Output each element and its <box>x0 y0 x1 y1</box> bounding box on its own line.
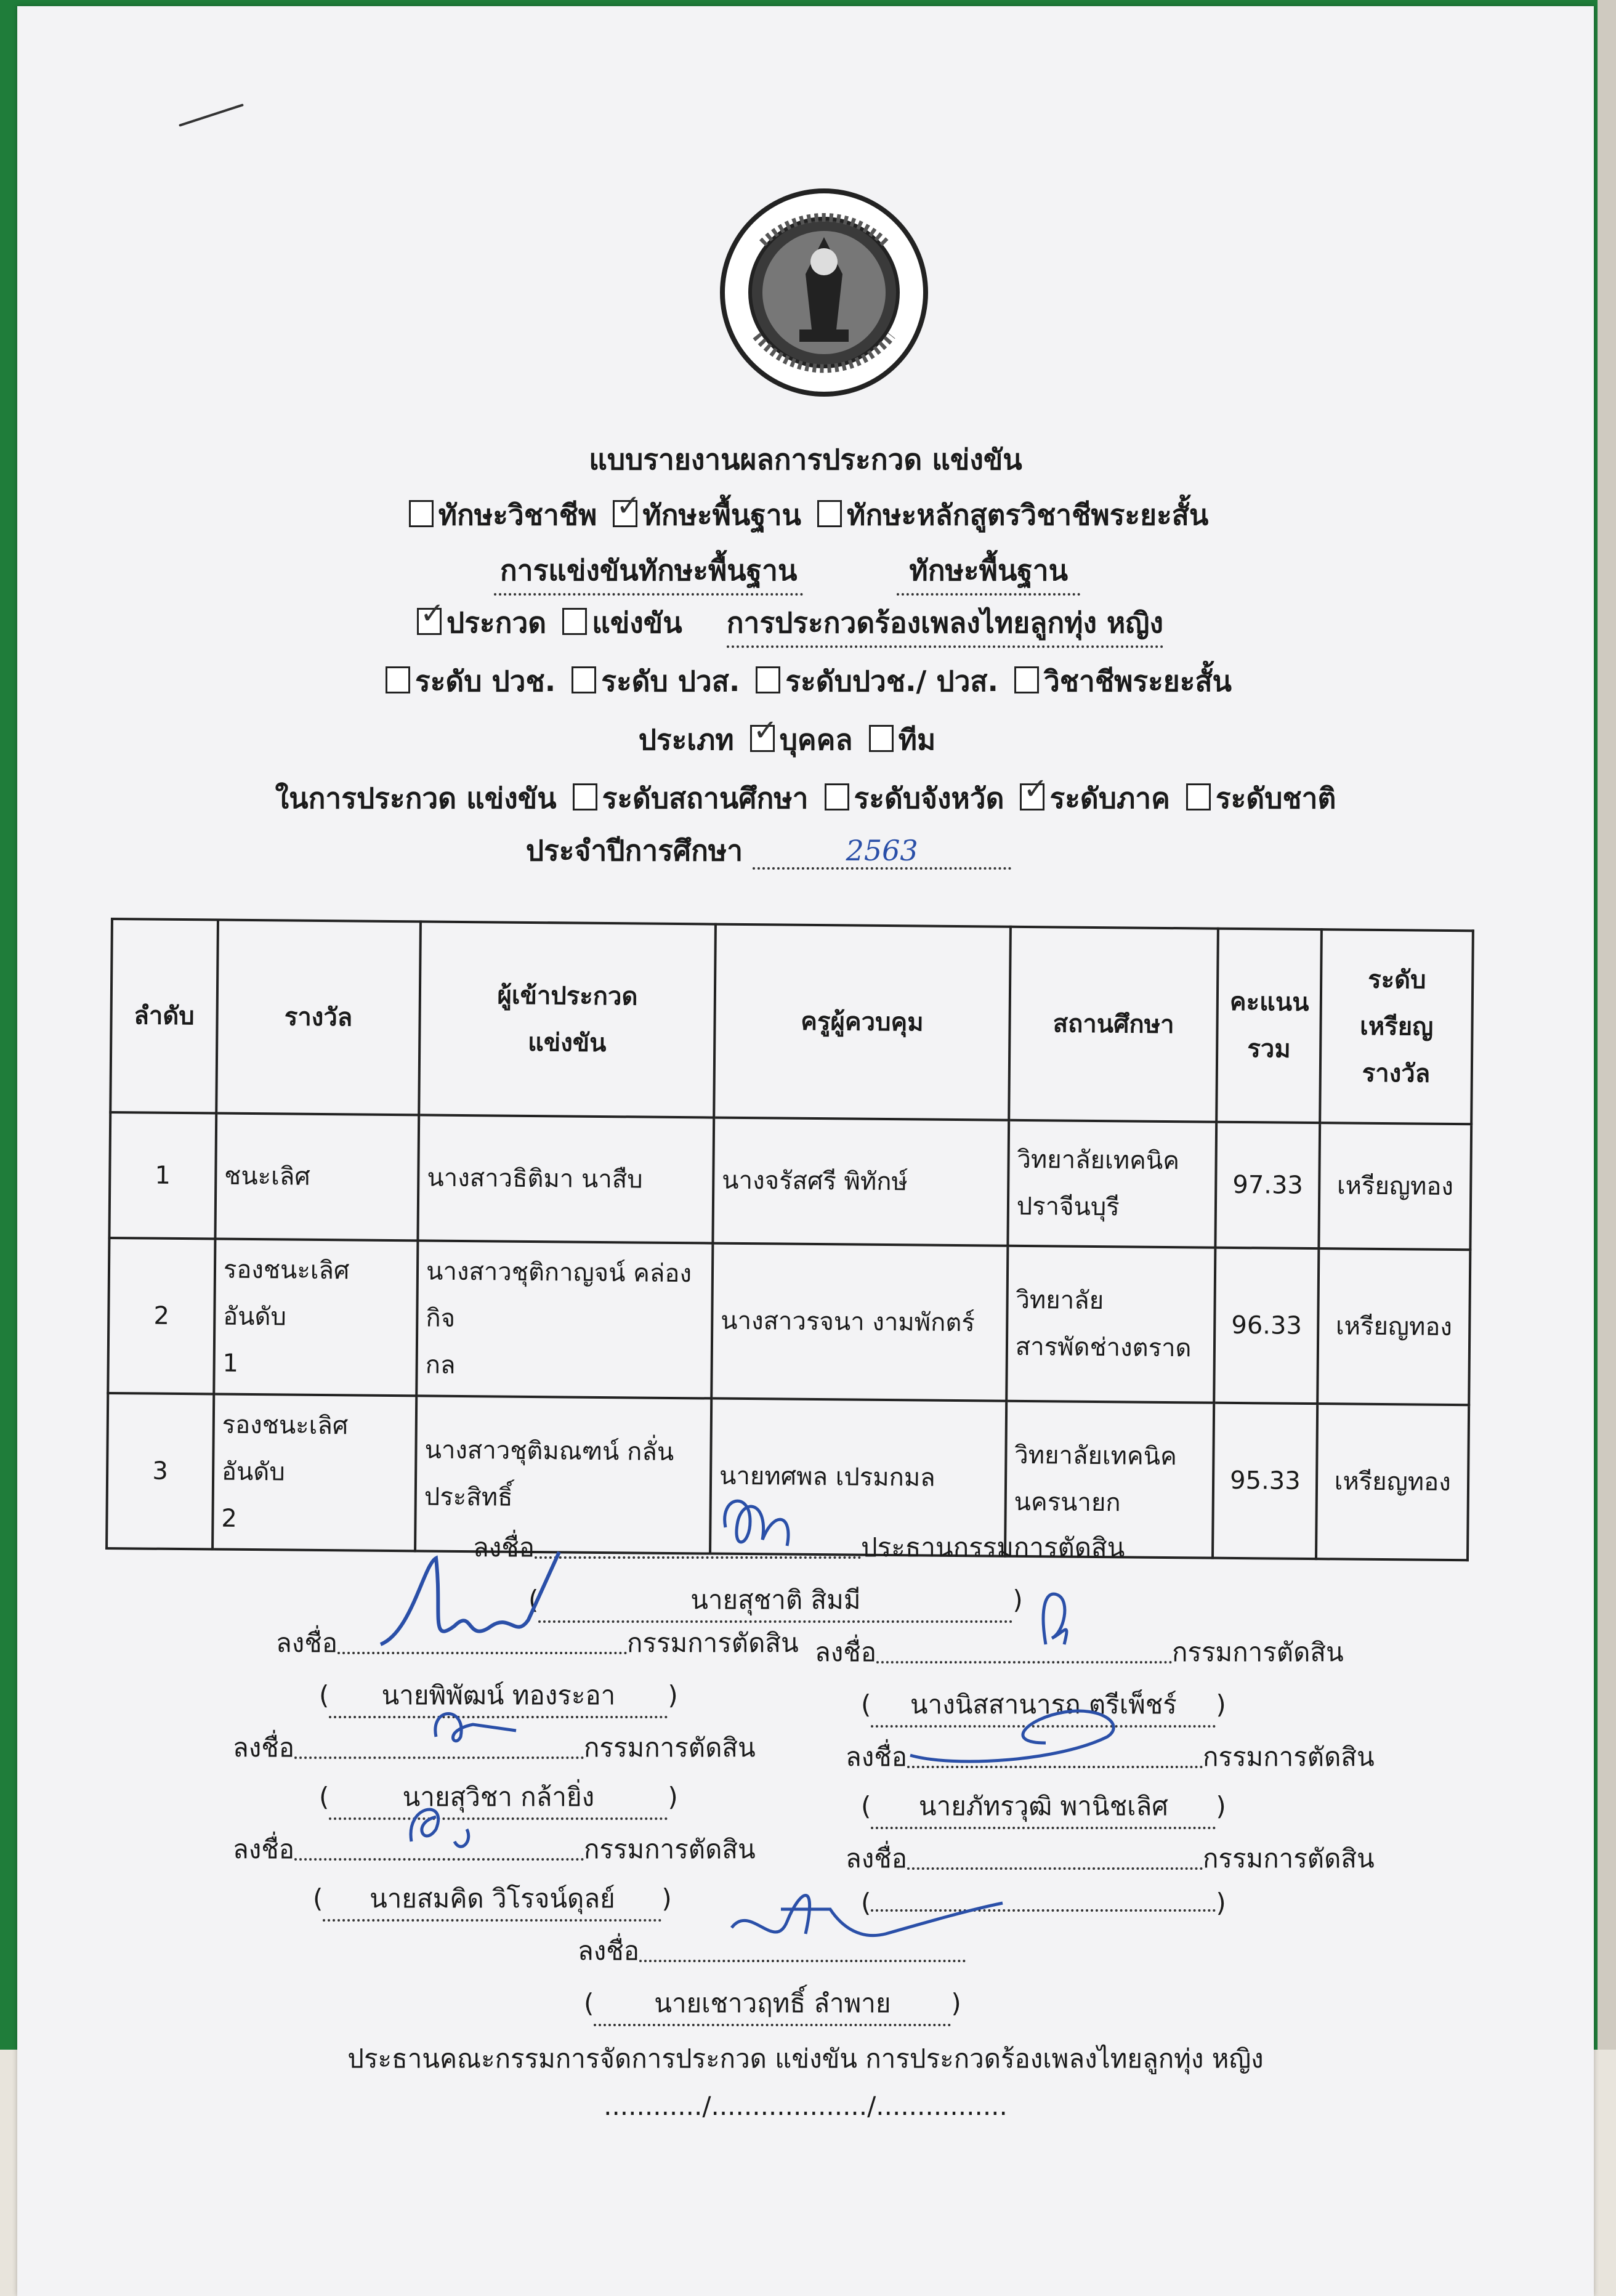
cell-rank: 2 <box>108 1238 215 1394</box>
cell-medal: เหรียญทอง <box>1316 1404 1469 1560</box>
cell-contestant-line-1: นางสาวธิติมา นาสืบ <box>427 1163 643 1194</box>
scope-row <box>17 776 1594 821</box>
chair-name: นายสุชาติ สิมมี <box>538 1580 1012 1623</box>
competition-group-row <box>0 548 1575 596</box>
contest-type-label-2: แข่งขัน <box>592 606 682 639</box>
sign-label: ลงชื่อ <box>846 1843 907 1874</box>
cell-school-line-1: วิทยาลัยเทคนิค <box>1014 1441 1178 1471</box>
cell-school-line-1: วิทยาลัยเทคนิค <box>1017 1145 1180 1176</box>
level-checkbox-3[interactable] <box>756 666 780 693</box>
cell-contestant-line-2: กล <box>425 1351 456 1380</box>
header-contestant <box>419 921 716 1117</box>
chair-signature-field[interactable] <box>535 1538 861 1559</box>
contest-type-row <box>0 600 1575 648</box>
cell-school-line-1: วิทยาลัย <box>1016 1285 1104 1316</box>
year-field[interactable] <box>753 834 1011 870</box>
judge-signature-field-2[interactable] <box>876 1643 1172 1663</box>
header-medal <box>1320 929 1473 1124</box>
judge-signature-mark-1 <box>374 1540 572 1663</box>
judge-role: กรรมการตัดสิน <box>1171 1637 1344 1667</box>
judge-role: กรรมการตัดสิน <box>1202 1742 1375 1772</box>
skill-label-1: ทักษะวิชาชีพ <box>438 498 597 532</box>
contest-type-checkbox-1[interactable] <box>417 608 442 635</box>
scope-option-4: ระดับชาติ <box>1215 782 1336 815</box>
category-checkbox-2[interactable] <box>869 725 894 752</box>
header-contestant-line-1: ผู้เข้าประกวด <box>497 981 638 1011</box>
cell-score: 96.33 <box>1214 1248 1319 1404</box>
level-label-1: ระดับ ปวช. <box>414 665 556 698</box>
sign-label: ลงชื่อ <box>473 1532 535 1562</box>
cell-teacher: นายทศพล เปรมกมล <box>710 1399 1006 1556</box>
cell-medal: เหรียญทอง <box>1319 1123 1471 1250</box>
scope-label: ในการประกวด แข่งขัน <box>275 782 557 815</box>
sign-label: ลงชื่อ <box>233 1732 294 1763</box>
judge-name-row-6: ( ) <box>861 1888 1226 1918</box>
scope-option-3: ระดับภาค <box>1049 782 1170 815</box>
category-option-1: บุคคล <box>779 723 853 756</box>
header-school: สถานศึกษา <box>1009 927 1218 1122</box>
chair-signature-mark <box>713 1484 806 1564</box>
level-checkbox-1[interactable] <box>386 666 410 693</box>
date-field[interactable]: ............/.................../................ <box>604 2091 1008 2121</box>
category-checkbox-1[interactable] <box>750 725 775 752</box>
level-checkbox-4[interactable] <box>1014 666 1039 693</box>
judge-role: กรรมการตัดสิน <box>1202 1843 1375 1874</box>
cell-award <box>215 1114 419 1241</box>
scope-checkbox-3[interactable] <box>1020 783 1044 810</box>
pen-mark <box>179 103 244 127</box>
cell-award <box>212 1394 416 1551</box>
judge-name-5: นายสมคิด วิโรจน์ดุลย์ <box>323 1878 661 1922</box>
chair-role: ประธานกรรมการตัดสิน <box>860 1532 1125 1562</box>
cell-award-line-1: รองชนะเลิศอันดับ <box>221 1410 349 1487</box>
category-row <box>0 718 1575 762</box>
organizer-role: ประธานคณะกรรมการจัดการประกวด แข่งขัน การประกวดร้องเพลงไทยลูกทุ่ง หญิง <box>347 2043 1264 2074</box>
levels-row <box>17 659 1594 704</box>
contest-type-label-1: ประกวด <box>446 606 547 639</box>
judge-name-1: นายพิพัฒน์ ทองระอา <box>329 1675 668 1718</box>
header-medal-line-3: รางวัล <box>1362 1059 1431 1088</box>
category-label: ประเภท <box>638 723 734 756</box>
cell-award-line-1: รองชนะเลิศอันดับ <box>222 1255 350 1332</box>
skill-checkbox-2[interactable] <box>613 500 637 527</box>
judge-signature-mark-2 <box>1027 1583 1083 1651</box>
skill-checkbox-1[interactable] <box>409 500 434 527</box>
competition-group: การแข่งขันทักษะพื้นฐาน <box>494 548 803 596</box>
judge-role: กรรมการตัดสิน <box>583 1834 756 1864</box>
header-score-line-1: คะแนน <box>1229 987 1309 1017</box>
organizer-name-row: ( นายเชาวฤทธิ์ ลำพาย ) <box>584 1983 961 2026</box>
cell-rank: 3 <box>107 1393 214 1549</box>
header-score-line-2: รวม <box>1247 1035 1291 1064</box>
scope-checkbox-4[interactable] <box>1186 783 1211 810</box>
header-award: รางวัล <box>216 920 421 1115</box>
cell-award-line-2: 2 <box>221 1504 237 1533</box>
cell-contestant <box>416 1240 713 1398</box>
cell-score: 97.33 <box>1216 1122 1320 1248</box>
skills-row <box>17 493 1594 538</box>
sign-label: ลงชื่อ <box>815 1637 876 1667</box>
cell-medal: เหรียญทอง <box>1318 1248 1471 1405</box>
organizer-name: นายเชาวฤทธิ์ ลำพาย <box>594 1983 951 2026</box>
judge-signature-mark-3 <box>424 1694 535 1755</box>
judge-name-row-5: ( นายสมคิด วิโรจน์ดุลย์ ) <box>313 1878 672 1922</box>
cell-contestant-line-1: นางสาวชุติมณฑน์ กลั่น <box>424 1436 674 1467</box>
scope-checkbox-1[interactable] <box>573 783 597 810</box>
skill-label-2: ทักษะพื้นฐาน <box>642 498 802 532</box>
judge-name-4: นายภัทรวุฒิ พานิชเลิศ <box>871 1786 1216 1829</box>
judge-name-row-4: ( นายภัทรวุฒิ พานิชเลิศ ) <box>861 1786 1226 1829</box>
results-table <box>105 918 1474 1561</box>
judge-name-3: นายสุวิชา กล้ายิ่ง <box>329 1777 668 1820</box>
cell-school <box>1006 1246 1216 1403</box>
cell-school-line-2: นครนายก <box>1014 1487 1121 1518</box>
contest-name: การประกวดร้องเพลงไทยลูกทุ่ง หญิง <box>727 600 1163 648</box>
year-row <box>0 828 1557 873</box>
cell-school-line-2: ปราจีนบุรี <box>1016 1192 1120 1222</box>
cell-school <box>1008 1120 1216 1248</box>
skill-checkbox-3[interactable] <box>817 500 842 527</box>
cell-teacher: นางจรัสศรี พิทักษ์ <box>713 1118 1009 1246</box>
form-title: แบบรายงานผลการประกวด แข่งขัน <box>589 443 1022 476</box>
sign-label: ลงชื่อ <box>846 1742 907 1772</box>
cell-rank: 1 <box>109 1112 216 1239</box>
level-checkbox-2[interactable] <box>572 666 596 693</box>
header-contestant-line-2: แข่งขัน <box>527 1028 607 1058</box>
cell-award-line-1: ชนะเลิศ <box>224 1162 310 1191</box>
header-teacher: ครูผู้ควบคุม <box>714 924 1011 1120</box>
year-label: ประจำปีการศึกษา <box>525 834 743 867</box>
level-label-4: วิชาชีพระยะสั้น <box>1043 665 1232 698</box>
skill-label-3: ทักษะหลักสูตรวิชาชีพระยะสั้น <box>847 498 1209 532</box>
scope-option-2: ระดับจังหวัด <box>854 782 1004 815</box>
sign-label: ลงชื่อ <box>276 1628 337 1658</box>
chair-name-row: ( นายสุชาติ สิมมี ) <box>528 1580 1023 1623</box>
judge-name-row-3: ( นายสุวิชา กล้ายิ่ง ) <box>319 1777 678 1820</box>
document-page <box>17 6 1594 2296</box>
level-label-3: ระดับปวช./ ปวส. <box>785 665 998 698</box>
judge-signature-mark-4 <box>904 1700 1138 1774</box>
organizer-signature-mark <box>725 1866 1009 1958</box>
judge-signature-mark-5 <box>399 1792 498 1860</box>
judge-name-row-1: ( นายพิพัฒน์ ทองระอา ) <box>319 1675 678 1718</box>
header-score <box>1217 929 1322 1123</box>
cell-teacher: นางสาวรจนา งามพักตร์ <box>711 1243 1008 1401</box>
cell-contestant-line-1: นางสาวชุติกาญจน์ คล่องกิจ <box>426 1257 692 1333</box>
judge-name-row-2: ( นางนิสสานารถ ตรีเพ็ชร์ ) <box>861 1684 1226 1728</box>
header-medal-line-1: ระดับ <box>1367 965 1426 995</box>
table-row <box>108 1238 1470 1405</box>
category-option-2: ทีม <box>898 723 936 756</box>
cell-contestant <box>418 1115 714 1243</box>
judge-role: กรรมการตัดสิน <box>626 1628 799 1658</box>
scope-option-1: ระดับสถานศึกษา <box>602 782 809 815</box>
cell-score: 95.33 <box>1213 1403 1317 1559</box>
competition-skill: ทักษะพื้นฐาน <box>897 548 1080 596</box>
header-rank: ลำดับ <box>110 919 218 1113</box>
sign-label: ลงชื่อ <box>233 1834 294 1864</box>
cell-contestant-line-2: ประสิทธิ์ <box>424 1482 513 1512</box>
cell-award-line-2: 1 <box>222 1349 239 1378</box>
header-medal-line-2: เหรียญ <box>1359 1012 1434 1041</box>
sign-label: ลงชื่อ <box>578 1936 639 1966</box>
table-row <box>109 1112 1471 1250</box>
table-header-row <box>110 919 1473 1124</box>
cell-school-line-2: สารพัดช่างตราด <box>1015 1332 1192 1363</box>
contest-type-checkbox-2[interactable] <box>562 608 587 635</box>
judge-name-2: นางนิสสานารถ ตรีเพ็ชร์ <box>871 1684 1216 1728</box>
level-label-2: ระดับ ปวส. <box>601 665 740 698</box>
year-value: 2563 <box>846 834 918 867</box>
cell-award <box>214 1239 418 1396</box>
background-edge <box>1598 0 1616 2296</box>
judge-role: กรรมการตัดสิน <box>583 1732 756 1763</box>
vocational-commission-seal-icon <box>719 188 929 397</box>
scope-checkbox-2[interactable] <box>825 783 849 810</box>
